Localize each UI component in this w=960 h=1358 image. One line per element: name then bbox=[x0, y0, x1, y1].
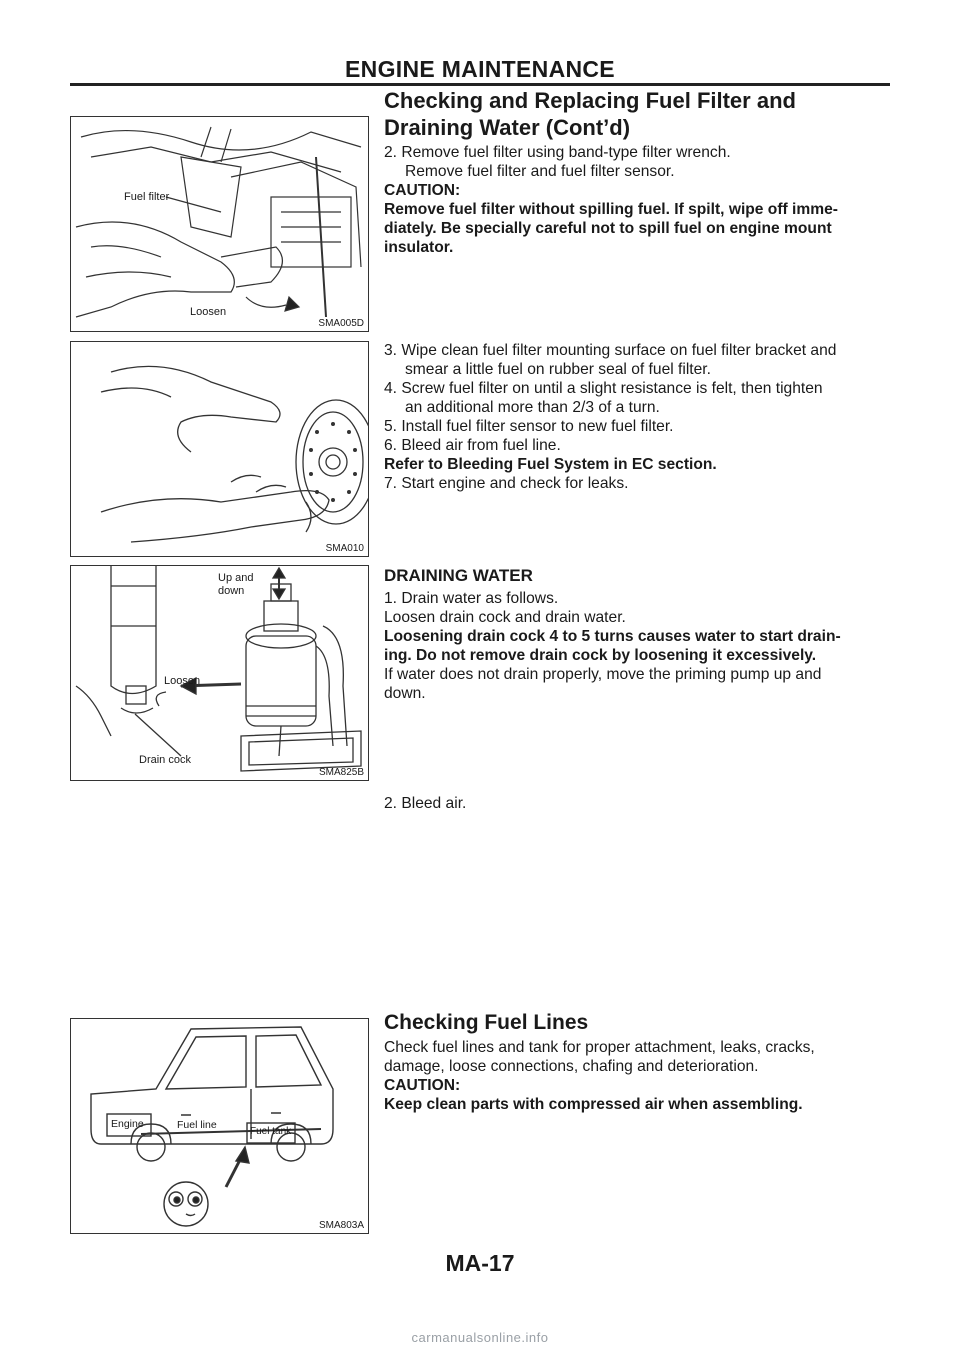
step-2-line1: 2. Remove fuel filter using band-type filter wrench. bbox=[384, 144, 731, 161]
filter-seal-illustration bbox=[71, 342, 368, 556]
section-heading-line2: Draining Water (Cont’d) bbox=[384, 115, 631, 140]
drain-step-1-b1: If water does not drain properly, move the priming pump up and bbox=[384, 666, 822, 683]
fig1-label-loosen: Loosen bbox=[190, 306, 227, 318]
fuel-lines-para-2: damage, loose connections, chafing and deterioration. bbox=[384, 1058, 759, 1075]
step-2-line2: Remove fuel filter and fuel filter sensor. bbox=[405, 163, 675, 180]
step-4-line2: an additional more than 2/3 of a turn. bbox=[405, 399, 660, 416]
figure-code: SMA010 bbox=[325, 543, 364, 554]
step-6-note: Refer to Bleeding Fuel System in EC section. bbox=[384, 456, 717, 473]
figure-code: SMA803A bbox=[318, 1220, 364, 1231]
figure-drain-cock bbox=[70, 565, 369, 781]
steps-3-7-text bbox=[384, 341, 890, 493]
step-2-text bbox=[384, 143, 890, 257]
fig4-label-fuel-tank: Fuel tank bbox=[250, 1126, 292, 1137]
section-heading bbox=[384, 87, 796, 141]
fig3-label-down: down bbox=[218, 585, 245, 597]
draining-water-heading: DRAINING WATER bbox=[384, 566, 533, 585]
fig3-label-up-and: Up and bbox=[218, 572, 254, 584]
step-7: 7. Start engine and check for leaks. bbox=[384, 475, 629, 492]
figure-code: SMA005D bbox=[318, 318, 364, 329]
fuel-lines-heading: Checking Fuel Lines bbox=[384, 1011, 589, 1034]
drain-cock-illustration bbox=[71, 566, 368, 780]
fig3-label-loosen: Loosen bbox=[164, 675, 201, 687]
drain-step-1-a: Loosen drain cock and drain water. bbox=[384, 609, 626, 626]
figure-fuel-lines-car bbox=[70, 1018, 369, 1234]
page-number: MA-17 bbox=[445, 1250, 515, 1276]
fuel-lines-caution: Keep clean parts with compressed air when assembling. bbox=[384, 1096, 803, 1113]
step-3-line1: 3. Wipe clean fuel filter mounting surface on fuel filter bracket and bbox=[384, 342, 837, 359]
fig4-label-engine: Engine bbox=[111, 1118, 144, 1130]
drain-step-1-b2: down. bbox=[384, 685, 426, 702]
caution-text-3: insulator. bbox=[384, 239, 454, 256]
section-heading-line1: Checking and Replacing Fuel Filter and bbox=[384, 88, 796, 113]
step-3-line2: smear a little fuel on rubber seal of fuel filter. bbox=[405, 361, 711, 378]
header-title: ENGINE MAINTENANCE bbox=[345, 56, 615, 82]
header-rule bbox=[70, 83, 890, 86]
drain-step-1: 1. Drain water as follows. bbox=[384, 590, 559, 607]
figure-filter-seal bbox=[70, 341, 369, 557]
caution-label: CAUTION: bbox=[384, 182, 461, 199]
drain-step-2: 2. Bleed air. bbox=[384, 795, 467, 812]
figure-fuel-filter-removal bbox=[70, 116, 369, 332]
step-5: 5. Install fuel filter sensor to new fuel filter. bbox=[384, 418, 674, 435]
watermark: carmanualsonline.info bbox=[411, 1330, 549, 1345]
fuel-lines-text bbox=[384, 1013, 890, 1114]
fig3-label-drain-cock: Drain cock bbox=[139, 754, 191, 766]
step-6: 6. Bleed air from fuel line. bbox=[384, 437, 561, 454]
caution-text-1: Remove fuel filter without spilling fuel. If spilt, wipe off imme- bbox=[384, 201, 838, 218]
fuel-lines-caution-label: CAUTION: bbox=[384, 1077, 461, 1094]
figure-code: SMA825B bbox=[318, 767, 364, 778]
drain-warning-1: Loosening drain cock 4 to 5 turns causes water to start drain- bbox=[384, 628, 841, 645]
draining-water-text bbox=[384, 566, 890, 703]
fig4-label-fuel-line: Fuel line bbox=[177, 1119, 217, 1131]
step-4-line1: 4. Screw fuel filter on until a slight resistance is felt, then tighten bbox=[384, 380, 823, 397]
fuel-filter-removal-illustration bbox=[71, 117, 368, 331]
caution-text-2: diately. Be specially careful not to spill fuel on engine mount bbox=[384, 220, 832, 237]
fuel-lines-para-1: Check fuel lines and tank for proper attachment, leaks, cracks, bbox=[384, 1039, 815, 1056]
fig1-label-fuel-filter: Fuel filter bbox=[124, 191, 170, 203]
drain-warning-2: ing. Do not remove drain cock by loosening it excessively. bbox=[384, 647, 817, 664]
